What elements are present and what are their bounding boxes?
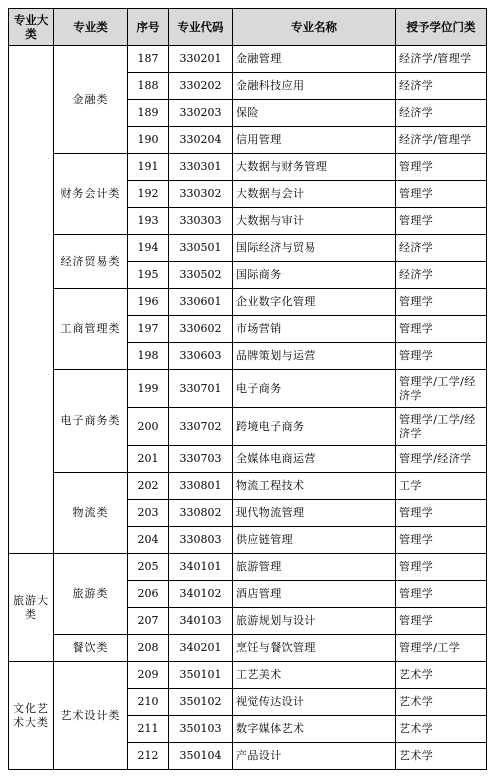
serial-no-cell: 198 <box>128 343 169 370</box>
degree-cell: 管理学 <box>396 527 487 554</box>
degree-cell: 管理学 <box>396 581 487 608</box>
serial-no-cell: 187 <box>128 46 169 73</box>
table-row <box>9 154 487 181</box>
serial-no-cell: 205 <box>128 554 169 581</box>
major-name-cell: 酒店管理 <box>233 581 396 608</box>
degree-cell: 经济学 <box>396 100 487 127</box>
serial-no-cell: 203 <box>128 500 169 527</box>
major-name-cell: 金融科技应用 <box>233 73 396 100</box>
major-code-cell: 340103 <box>169 608 233 635</box>
degree-cell: 管理学/工学/经济学 <box>396 408 487 446</box>
serial-no-cell: 209 <box>128 662 169 689</box>
major-name-cell: 烹饪与餐饮管理 <box>233 635 396 662</box>
major-name-cell: 大数据与审计 <box>233 208 396 235</box>
major-code-cell: 340101 <box>169 554 233 581</box>
degree-cell: 管理学 <box>396 208 487 235</box>
degree-cell: 经济学/管理学 <box>396 127 487 154</box>
major-class-cell: 物流类 <box>54 473 128 554</box>
serial-no-cell: 200 <box>128 408 169 446</box>
table-row <box>9 289 487 316</box>
major-code-cell: 330201 <box>169 46 233 73</box>
major-category-cell: 文化艺术大类 <box>9 662 54 770</box>
major-code-cell: 330204 <box>169 127 233 154</box>
major-name-cell: 保险 <box>233 100 396 127</box>
major-name-cell: 信用管理 <box>233 127 396 154</box>
major-code-cell: 330501 <box>169 235 233 262</box>
major-name-cell: 物流工程技术 <box>233 473 396 500</box>
serial-no-cell: 192 <box>128 181 169 208</box>
major-class-cell: 财务会计类 <box>54 154 128 235</box>
major-class-cell: 经济贸易类 <box>54 235 128 289</box>
degree-cell: 管理学 <box>396 554 487 581</box>
major-name-cell: 旅游管理 <box>233 554 396 581</box>
serial-no-cell: 195 <box>128 262 169 289</box>
degree-cell: 工学 <box>396 473 487 500</box>
table-row <box>9 554 487 581</box>
major-category-cell <box>9 46 54 554</box>
table-row <box>9 46 487 73</box>
major-name-cell: 电子商务 <box>233 370 396 408</box>
header-major-code: 专业代码 <box>169 9 233 46</box>
table-row <box>9 473 487 500</box>
major-class-cell: 旅游类 <box>54 554 128 635</box>
major-code-cell: 330301 <box>169 154 233 181</box>
major-name-cell: 供应链管理 <box>233 527 396 554</box>
serial-no-cell: 212 <box>128 743 169 770</box>
serial-no-cell: 207 <box>128 608 169 635</box>
header-major-class: 专业类 <box>54 9 128 46</box>
header-major-category: 专业大类 <box>9 9 54 46</box>
major-code-cell: 330302 <box>169 181 233 208</box>
degree-cell: 管理学 <box>396 608 487 635</box>
degree-cell: 经济学/管理学 <box>396 46 487 73</box>
major-name-cell: 金融管理 <box>233 46 396 73</box>
major-code-cell: 330601 <box>169 289 233 316</box>
degree-cell: 经济学 <box>396 235 487 262</box>
degree-cell: 艺术学 <box>396 716 487 743</box>
degree-cell: 管理学 <box>396 500 487 527</box>
major-class-cell: 餐饮类 <box>54 635 128 662</box>
degree-cell: 管理学/工学 <box>396 635 487 662</box>
header-major-name: 专业名称 <box>233 9 396 46</box>
major-catalog-table <box>8 8 487 770</box>
degree-cell: 管理学 <box>396 343 487 370</box>
major-name-cell: 旅游规划与设计 <box>233 608 396 635</box>
major-name-cell: 跨境电子商务 <box>233 408 396 446</box>
major-code-cell: 330703 <box>169 446 233 473</box>
serial-no-cell: 191 <box>128 154 169 181</box>
major-class-cell: 电子商务类 <box>54 370 128 473</box>
major-name-cell: 数字媒体艺术 <box>233 716 396 743</box>
major-name-cell: 国际商务 <box>233 262 396 289</box>
major-code-cell: 330803 <box>169 527 233 554</box>
major-code-cell: 350102 <box>169 689 233 716</box>
major-class-cell: 金融类 <box>54 46 128 154</box>
major-name-cell: 产品设计 <box>233 743 396 770</box>
major-code-cell: 350101 <box>169 662 233 689</box>
major-name-cell: 大数据与会计 <box>233 181 396 208</box>
major-name-cell: 现代物流管理 <box>233 500 396 527</box>
major-code-cell: 330203 <box>169 100 233 127</box>
table-row <box>9 370 487 408</box>
degree-cell: 经济学 <box>396 73 487 100</box>
major-code-cell: 340102 <box>169 581 233 608</box>
major-code-cell: 350104 <box>169 743 233 770</box>
major-code-cell: 340201 <box>169 635 233 662</box>
major-name-cell: 大数据与财务管理 <box>233 154 396 181</box>
table-header-row <box>9 9 487 46</box>
major-code-cell: 330603 <box>169 343 233 370</box>
degree-cell: 经济学 <box>396 262 487 289</box>
major-name-cell: 全媒体电商运营 <box>233 446 396 473</box>
major-code-cell: 350103 <box>169 716 233 743</box>
serial-no-cell: 204 <box>128 527 169 554</box>
major-name-cell: 国际经济与贸易 <box>233 235 396 262</box>
degree-cell: 艺术学 <box>396 662 487 689</box>
major-name-cell: 工艺美术 <box>233 662 396 689</box>
serial-no-cell: 197 <box>128 316 169 343</box>
major-code-cell: 330802 <box>169 500 233 527</box>
major-name-cell: 品牌策划与运营 <box>233 343 396 370</box>
header-degree-category: 授予学位门类 <box>396 9 487 46</box>
major-category-cell: 旅游大类 <box>9 554 54 662</box>
major-code-cell: 330702 <box>169 408 233 446</box>
major-code-cell: 330303 <box>169 208 233 235</box>
serial-no-cell: 189 <box>128 100 169 127</box>
major-code-cell: 330801 <box>169 473 233 500</box>
degree-cell: 管理学/工学/经济学 <box>396 370 487 408</box>
serial-no-cell: 196 <box>128 289 169 316</box>
table-row <box>9 235 487 262</box>
serial-no-cell: 193 <box>128 208 169 235</box>
serial-no-cell: 190 <box>128 127 169 154</box>
degree-cell: 管理学 <box>396 154 487 181</box>
degree-cell: 艺术学 <box>396 743 487 770</box>
serial-no-cell: 201 <box>128 446 169 473</box>
major-name-cell: 企业数字化管理 <box>233 289 396 316</box>
degree-cell: 艺术学 <box>396 689 487 716</box>
major-class-cell: 艺术设计类 <box>54 662 128 770</box>
serial-no-cell: 208 <box>128 635 169 662</box>
serial-no-cell: 194 <box>128 235 169 262</box>
major-class-cell: 工商管理类 <box>54 289 128 370</box>
serial-no-cell: 210 <box>128 689 169 716</box>
degree-cell: 管理学 <box>396 289 487 316</box>
major-code-cell: 330502 <box>169 262 233 289</box>
serial-no-cell: 199 <box>128 370 169 408</box>
major-name-cell: 视觉传达设计 <box>233 689 396 716</box>
table-row <box>9 635 487 662</box>
serial-no-cell: 206 <box>128 581 169 608</box>
serial-no-cell: 188 <box>128 73 169 100</box>
major-code-cell: 330701 <box>169 370 233 408</box>
table-row <box>9 662 487 689</box>
degree-cell: 管理学 <box>396 316 487 343</box>
major-code-cell: 330202 <box>169 73 233 100</box>
serial-no-cell: 202 <box>128 473 169 500</box>
major-code-cell: 330602 <box>169 316 233 343</box>
degree-cell: 管理学 <box>396 181 487 208</box>
degree-cell: 管理学/经济学 <box>396 446 487 473</box>
major-name-cell: 市场营销 <box>233 316 396 343</box>
serial-no-cell: 211 <box>128 716 169 743</box>
header-serial-no: 序号 <box>128 9 169 46</box>
